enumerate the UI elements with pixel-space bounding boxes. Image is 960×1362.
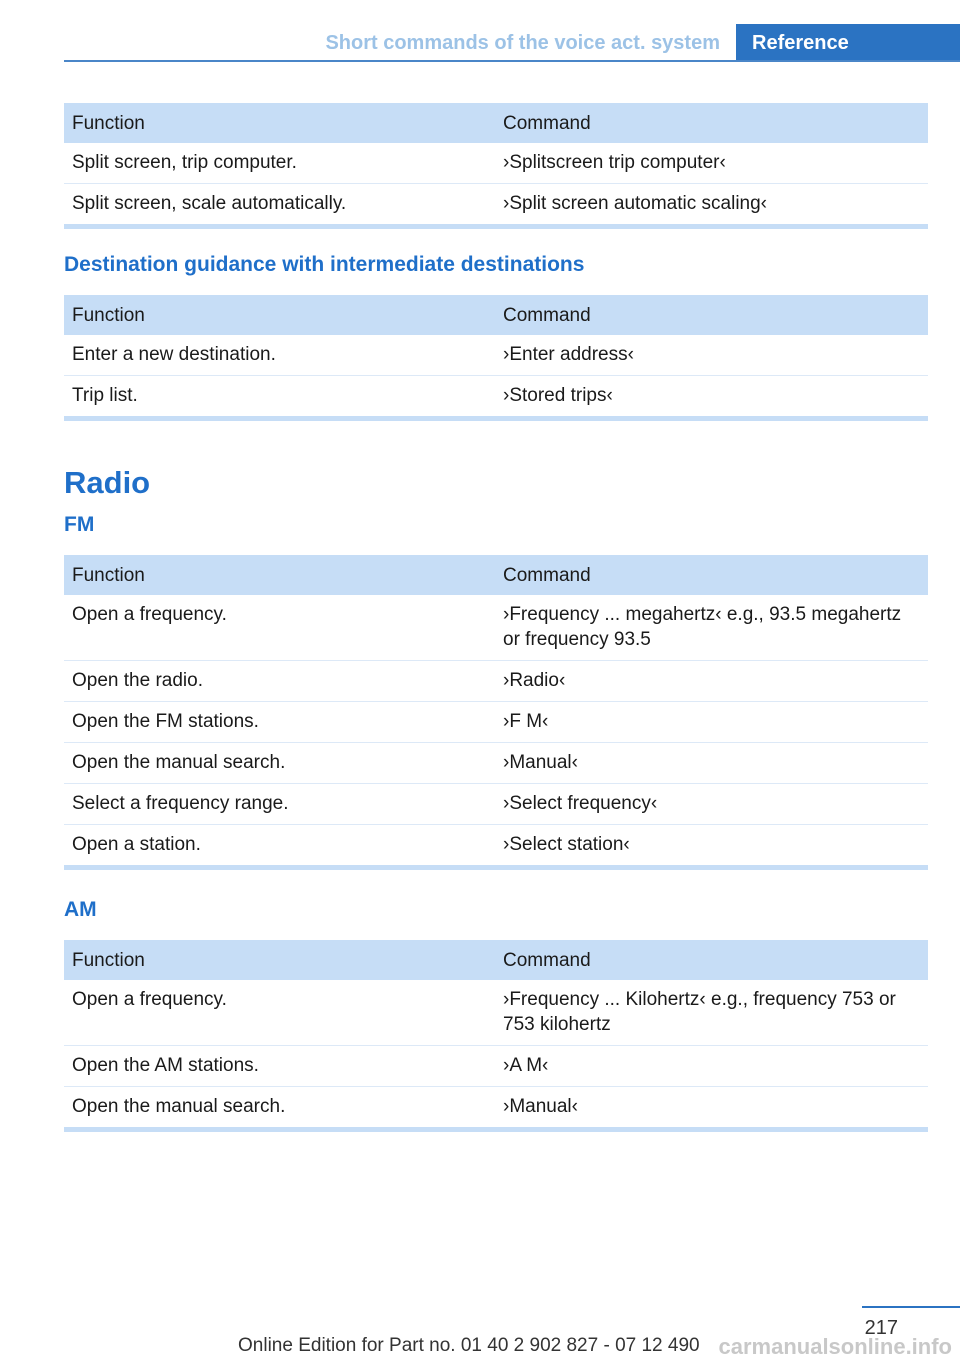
- function-column-header: Function: [64, 103, 495, 143]
- function-cell: Open the manual search.: [64, 1087, 495, 1130]
- table-row: [64, 702, 928, 743]
- section-title: Short commands of the voice act. system: [325, 32, 720, 54]
- radio-heading: Radio: [64, 465, 151, 500]
- function-column-header: Function: [64, 295, 495, 335]
- destination-table: [64, 295, 928, 421]
- command-cell: ›Frequency ... Kilohertz‹ e.g., frequency 753 or 753 kilohertz: [503, 989, 896, 1035]
- table-row: [64, 743, 928, 784]
- table-row: [64, 143, 928, 184]
- command-cell: ›Enter address‹: [503, 344, 634, 365]
- command-cell: ›Select frequency‹: [495, 784, 928, 825]
- table-header-row: [64, 103, 928, 143]
- command-cell: ›F M‹: [495, 702, 928, 743]
- table-row: [64, 784, 928, 825]
- function-cell: Split screen, trip computer.: [72, 152, 297, 173]
- command-cell: ›Manual‹: [495, 1087, 928, 1130]
- table-row: [64, 184, 928, 227]
- page-content: [64, 103, 928, 1132]
- function-cell: Open a frequency.: [72, 989, 227, 1010]
- table-header-row: [64, 295, 928, 335]
- page-header: [64, 24, 960, 62]
- fm-table: [64, 555, 928, 870]
- function-cell: Open a frequency.: [72, 604, 227, 625]
- watermark: carmanualsonline.info: [718, 1334, 952, 1359]
- function-cell: Open a station.: [64, 825, 495, 868]
- command-cell: ›Frequency ... megahertz‹ e.g., 93.5 megahertz or frequency 93.5: [503, 604, 902, 650]
- split-screen-table: [64, 103, 928, 229]
- footer-rule: [862, 1306, 960, 1308]
- function-cell: Open the manual search.: [64, 743, 495, 784]
- command-cell: ›Splitscreen trip computer‹: [503, 152, 726, 173]
- fm-heading: FM: [64, 513, 95, 536]
- table-row: [64, 335, 928, 376]
- command-column-header: Command: [495, 555, 928, 595]
- command-cell: ›Stored trips‹: [495, 376, 928, 419]
- am-table: [64, 940, 928, 1132]
- table-row: [64, 1046, 928, 1087]
- command-column-header: Command: [495, 103, 928, 143]
- command-column-header: Command: [495, 295, 928, 335]
- command-cell: ›Radio‹: [495, 661, 928, 702]
- function-cell: Enter a new destination.: [72, 344, 276, 365]
- function-cell: Open the AM stations.: [64, 1046, 495, 1087]
- command-cell: ›Split screen automatic scaling‹: [495, 184, 928, 227]
- command-cell: ›Select station‹: [495, 825, 928, 868]
- function-cell: Open the FM stations.: [64, 702, 495, 743]
- function-cell: Open the radio.: [64, 661, 495, 702]
- function-column-header: Function: [64, 555, 495, 595]
- destination-guidance-heading: Destination guidance with intermediate destinations: [64, 253, 585, 276]
- reference-tab[interactable]: Reference: [736, 24, 960, 62]
- table-row: [64, 1087, 928, 1130]
- edition-note: Online Edition for Part no. 01 40 2 902 827 - 07 12 490: [238, 1335, 700, 1356]
- table-row: [64, 825, 928, 868]
- header-rule: [64, 60, 960, 62]
- function-cell: Split screen, scale automatically.: [64, 184, 495, 227]
- command-column-header: Command: [495, 940, 928, 980]
- function-cell: Trip list.: [64, 376, 495, 419]
- table-header-row: [64, 555, 928, 595]
- table-row: [64, 376, 928, 419]
- table-header-row: [64, 940, 928, 980]
- function-column-header: Function: [64, 940, 495, 980]
- table-row: [64, 980, 928, 1046]
- am-heading: AM: [64, 898, 97, 921]
- function-cell: Select a frequency range.: [64, 784, 495, 825]
- page-number: 217: [864, 1317, 898, 1339]
- command-cell: ›A M‹: [495, 1046, 928, 1087]
- table-row: [64, 661, 928, 702]
- table-row: [64, 595, 928, 661]
- command-cell: ›Manual‹: [495, 743, 928, 784]
